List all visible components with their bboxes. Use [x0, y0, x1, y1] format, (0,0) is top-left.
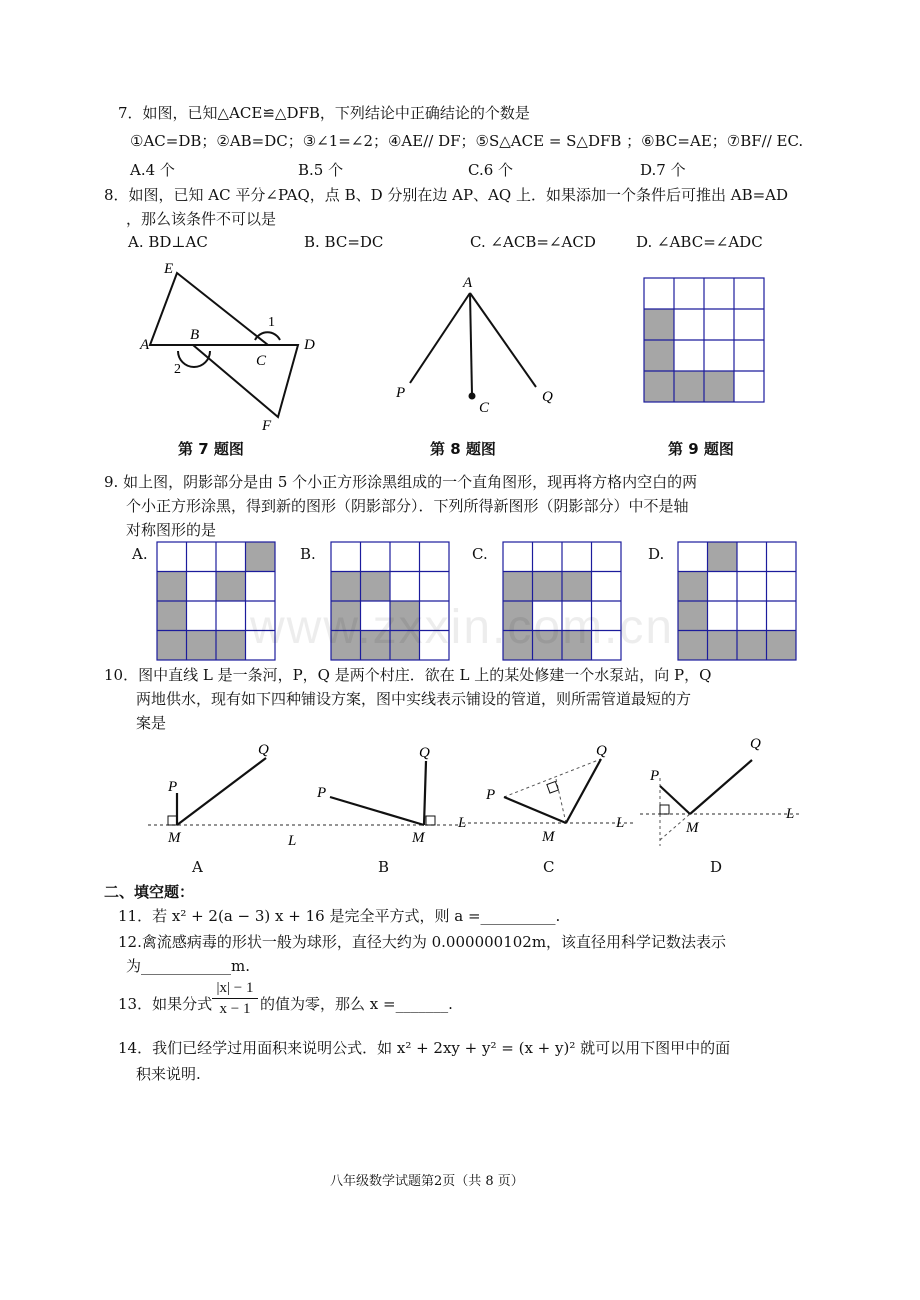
- q10d-label-m: M: [686, 820, 699, 836]
- q10-scheme-b: [305, 735, 460, 850]
- q9-option-c-label: C.: [472, 545, 488, 563]
- fig9-caption: 第 9 题图: [668, 440, 734, 458]
- q14-line1: 14．我们已经学过用面积来说明公式．如 x² + 2xy + y² = (x + y)² 就可以用下图甲中的面: [118, 1039, 731, 1057]
- q10a-label-l: L: [288, 833, 297, 849]
- q10-line2: 两地供水，现有如下四种铺设方案，图中实线表示铺设的管道，则所需管道最短的方: [136, 690, 692, 708]
- q10b-label-p: P: [317, 785, 327, 801]
- fig8-label-c: C: [479, 400, 490, 416]
- q10-option-d: D: [710, 858, 723, 876]
- q10-option-b: B: [378, 858, 390, 876]
- q7-option-b: B.5 个: [298, 161, 344, 179]
- fig9-grid: [644, 278, 764, 402]
- q10-line3: 案是: [136, 714, 167, 732]
- q10-option-a: A: [192, 858, 203, 876]
- q10-line1: 10．图中直线 L 是一条河，P，Q 是两个村庄．欲在 L 上的某处修建一个水泵站，向 P，Q: [104, 666, 712, 684]
- q13-denominator: x − 1: [219, 1001, 251, 1017]
- q10a-label-m: M: [168, 830, 181, 846]
- fig7-label-d: D: [304, 337, 315, 353]
- watermark: www.zxxin.com.cn: [250, 601, 675, 654]
- q14-line2: 积来说明.: [136, 1065, 201, 1083]
- fig8-label-p: P: [396, 385, 406, 401]
- page-footer: 八年级数学试题第2页（共 8 页）: [330, 1174, 524, 1189]
- fig8-point-c: [469, 393, 476, 400]
- fig8-caption: 第 8 题图: [430, 440, 496, 458]
- q10c-label-l-right: L: [616, 815, 625, 831]
- section2-title: 二、填空题：: [104, 883, 195, 901]
- q10c-label-q: Q: [596, 743, 607, 759]
- q10c-label-p: P: [486, 787, 496, 803]
- q8-stem-line2: ，那么该条件不可以是: [126, 210, 277, 228]
- q12-line1: 12.禽流感病毒的形状一般为球形，直径大约为 0.000000102m，该直径用科学记数法表示: [118, 933, 727, 951]
- q7-option-c: C.6 个: [468, 161, 514, 179]
- fig8-diagram: [390, 265, 570, 425]
- q10b-label-m: M: [412, 830, 425, 846]
- q9-option-b-label: B.: [300, 545, 316, 563]
- q7-option-a: A.4 个: [130, 161, 175, 179]
- fig7-diagram: [130, 255, 320, 440]
- q7-option-d: D.7 个: [640, 161, 686, 179]
- q13-fraction: [212, 980, 258, 1018]
- q10d-label-l: L: [786, 806, 795, 822]
- q10b-label-q: Q: [419, 745, 430, 761]
- q9-line2: 个小正方形涂黑，得到新的图形（阴影部分）．下列所得新图形（阴影部分）中不是轴: [126, 497, 689, 515]
- q11: 11．若 x² + 2(a − 3) x + 16 是完全平方式，则 a =__________.: [118, 907, 561, 925]
- q9-line3: 对称图形的是: [126, 521, 217, 539]
- q8-option-d: D. ∠ABC=∠ADC: [636, 233, 763, 251]
- fig7-label-1: 1: [268, 315, 275, 330]
- q9-option-d-label: D.: [648, 545, 665, 563]
- q10-scheme-c: [456, 735, 636, 850]
- q9-option-d-grid: [678, 542, 796, 660]
- q10c-label-m: M: [542, 829, 555, 845]
- fig7-label-b: B: [190, 327, 200, 343]
- fig8-label-q: Q: [542, 389, 553, 405]
- q8-stem-line1: 8．如图，已知 AC 平分∠PAQ，点 B、D 分别在边 AP、AQ 上．如果添加一个条件后可推出 AB=AD: [104, 186, 789, 204]
- q13-prefix: 13．如果分式: [118, 995, 213, 1013]
- q10-scheme-a: [148, 735, 303, 850]
- fig7-label-2: 2: [174, 362, 181, 377]
- q9-option-a-label: A.: [132, 545, 148, 563]
- q8-option-a: A. BD⊥AC: [128, 233, 208, 251]
- q10a-label-q: Q: [258, 742, 269, 758]
- q13-numerator: |x| − 1: [212, 980, 258, 999]
- fig7-caption: 第 7 题图: [178, 440, 244, 458]
- q12-line2: 为____________m.: [126, 957, 250, 975]
- q7-stem: 7．如图，已知△ACE≌△DFB，下列结论中正确结论的个数是: [118, 104, 530, 122]
- q13-suffix: 的值为零，那么 x =_______.: [260, 995, 453, 1013]
- q8-option-c: C. ∠ACB=∠ACD: [470, 233, 596, 251]
- fig7-label-e: E: [164, 261, 174, 277]
- fig7-label-a: A: [140, 337, 150, 353]
- q7-conclusions: ①AC=DB；②AB=DC；③∠1=∠2；④AE// DF；⑤S△ACE = S△DFB ；⑥BC=AE；⑦BF// EC.: [130, 132, 804, 150]
- fig7-label-f: F: [262, 418, 272, 434]
- q10-option-c: C: [543, 858, 555, 876]
- q10d-label-q: Q: [750, 736, 761, 752]
- q9-line1: 9. 如上图，阴影部分是由 5 个小正方形涂黑组成的一个直角图形，现再将方格内空白的两: [104, 473, 698, 491]
- q10c-label-l-left: L: [458, 815, 467, 831]
- fig7-label-c: C: [256, 353, 267, 369]
- q8-option-b: B. BC=DC: [304, 233, 384, 251]
- q10a-label-p: P: [168, 779, 178, 795]
- q10-scheme-d: [640, 728, 800, 853]
- fig8-label-a: A: [463, 275, 473, 291]
- q10d-label-p: P: [650, 768, 660, 784]
